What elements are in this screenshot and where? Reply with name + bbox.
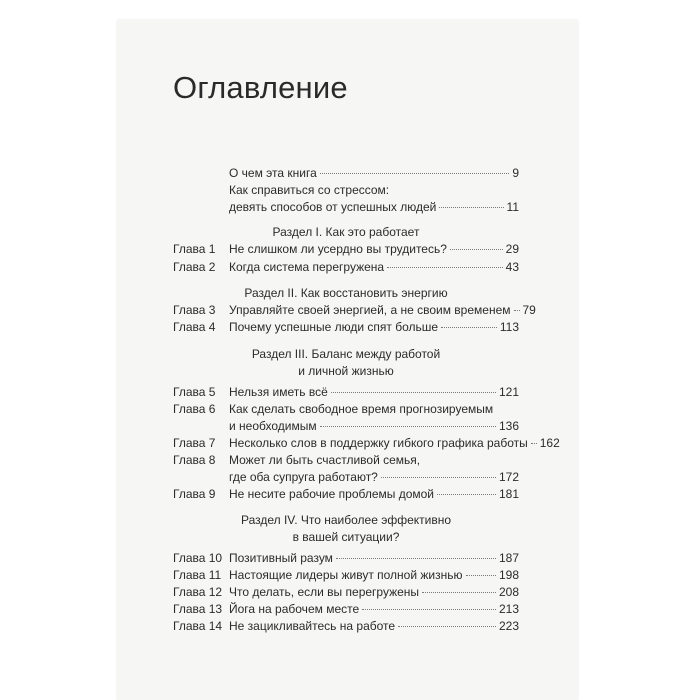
toc-entry: [173, 585, 519, 602]
entry-label: Управляйте своей энергией, а не своим временем: [229, 303, 511, 317]
entry-label-cont: девять способов от успешных людей: [229, 200, 437, 214]
toc-entry: [173, 320, 519, 337]
entry-label-cont: и необходимым: [229, 419, 317, 433]
dot-leader: [398, 626, 496, 627]
entry-page: 9: [512, 166, 519, 180]
entry-page: 198: [498, 568, 519, 582]
dot-leader: [441, 327, 497, 328]
entry-label: Как справиться со стрессом:: [229, 183, 390, 197]
toc-entry-cont: [173, 470, 519, 487]
entry-label: Не зацикливайтесь на работе: [229, 619, 396, 633]
dot-leader: [439, 207, 503, 208]
toc-entry: [173, 402, 519, 419]
chapter-number: Глава 12: [173, 585, 223, 599]
chapter-number: Глава 9: [173, 487, 216, 501]
entry-page: 187: [498, 551, 519, 565]
section-heading: Раздел III. Баланс между работой: [251, 347, 441, 361]
entry-label: Настоящие лидеры живут полной жизнью: [229, 568, 463, 582]
entry-page: 79: [522, 303, 536, 317]
chapter-number: Глава 14: [173, 619, 223, 633]
entry-label: Как сделать свободное время прогнозируемым: [229, 402, 494, 416]
chapter-number: Глава 8: [173, 453, 216, 467]
chapter-number: Глава 13: [173, 602, 223, 616]
page-title: Оглавление: [173, 70, 348, 105]
chapter-number: Глава 7: [173, 436, 216, 450]
dot-leader: [331, 392, 496, 393]
toc-entry: [173, 260, 519, 277]
entry-page: 43: [505, 260, 519, 274]
dot-leader: [320, 173, 510, 174]
section-heading: Раздел II. Как восстановить энергию: [244, 286, 448, 300]
chapter-number: Глава 4: [173, 320, 216, 334]
entry-page: 113: [499, 320, 519, 334]
entry-label: О чем эта книга: [229, 166, 317, 180]
section-heading-cont: в вашей ситуации?: [292, 530, 400, 544]
toc-entry: [173, 242, 519, 259]
chapter-number: Глава 3: [173, 303, 216, 317]
dot-leader: [336, 558, 496, 559]
dot-leader: [422, 592, 496, 593]
entry-label: Несколько слов в поддержку гибкого графика работы: [229, 436, 528, 450]
chapter-number: Глава 5: [173, 385, 216, 399]
entry-label: Не слишком ли усердно вы трудитесь?: [229, 242, 447, 256]
chapter-number: Глава 2: [173, 260, 216, 274]
toc-entry: [173, 436, 560, 453]
dot-leader: [450, 249, 503, 250]
entry-label: Может ли быть счастливой семья,: [229, 453, 421, 467]
chapter-number: Глава 10: [173, 551, 223, 565]
entry-label-cont: где оба супруга работают?: [229, 470, 378, 484]
entry-page: 213: [498, 602, 519, 616]
dot-leader: [362, 609, 496, 610]
section-heading: Раздел I. Как это работает: [272, 225, 420, 239]
section-heading-cont: и личной жизнью: [298, 364, 394, 378]
entry-label: Йога на рабочем месте: [229, 602, 360, 616]
dot-leader: [381, 477, 496, 478]
entry-page: 172: [498, 470, 519, 484]
toc-entry: [173, 551, 519, 568]
chapter-number: Глава 11: [173, 568, 222, 582]
entry-page: 121: [498, 385, 519, 399]
toc-entry: [173, 453, 519, 470]
toc-entry-cont: [173, 419, 519, 436]
entry-page: 29: [505, 242, 519, 256]
toc-entry: [173, 385, 519, 402]
entry-label: Позитивный разум: [229, 551, 333, 565]
dot-leader: [514, 310, 520, 311]
toc-entry-intro-2: [229, 200, 519, 214]
entry-page: 11: [506, 200, 519, 214]
toc-entry-intro-1: [229, 166, 519, 180]
dot-leader: [437, 494, 496, 495]
toc-entry: [173, 303, 536, 320]
entry-label: Почему успешные люди спят больше: [229, 320, 439, 334]
entry-page: 208: [498, 585, 519, 599]
toc-entry: [173, 568, 519, 585]
dot-leader: [466, 575, 496, 576]
chapter-number: Глава 1: [173, 242, 216, 256]
entry-page: 223: [498, 619, 519, 633]
entry-label: Не несите рабочие проблемы домой: [229, 487, 435, 501]
toc-entry: [173, 487, 519, 504]
toc-entry: [173, 619, 519, 636]
entry-page: 162: [539, 436, 560, 450]
entry-page: 136: [498, 419, 519, 433]
entry-label: Нельзя иметь всё: [229, 385, 328, 399]
entry-label: Что делать, если вы перегружены: [229, 585, 420, 599]
entry-label: Когда система перегружена: [229, 260, 385, 274]
section-heading: Раздел IV. Что наиболее эффективно: [240, 513, 452, 527]
dot-leader: [320, 426, 496, 427]
entry-page: 181: [498, 487, 519, 501]
dot-leader: [387, 267, 503, 268]
toc-entry: [173, 602, 519, 619]
chapter-number: Глава 6: [173, 402, 216, 416]
dot-leader: [531, 443, 537, 444]
